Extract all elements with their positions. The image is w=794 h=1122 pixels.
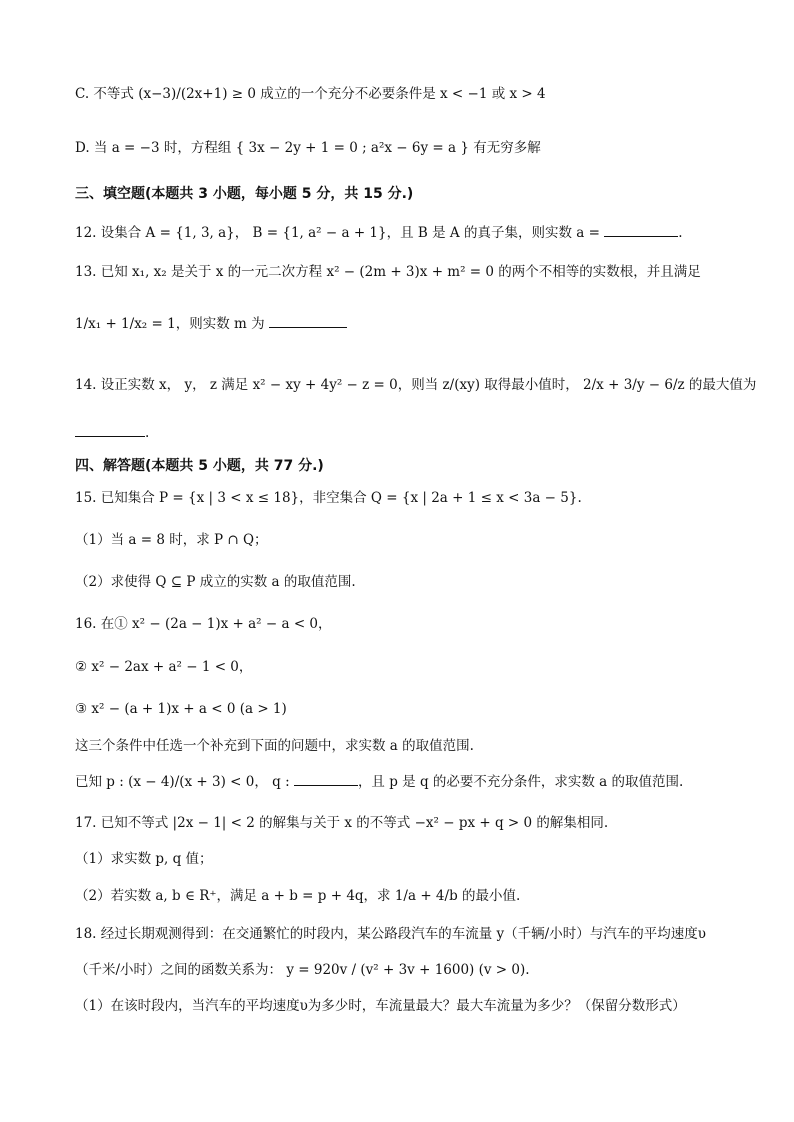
question-17-stem: 17. 已知不等式 |2x − 1| < 2 的解集与关于 x 的不等式 −x² − px + q > 0 的解集相同. xyxy=(75,815,609,831)
question-16-text-a: 已知 p : (x − 4)/(x + 3) < 0， q : xyxy=(75,774,290,790)
answer-blank-16 xyxy=(294,771,358,786)
question-18-part1: （1）在该时段内，当汽车的平均速度υ为多少时，车流量最大？最大车流量为多少？（保留分数形式） xyxy=(75,998,686,1014)
section-4-title: 四、解答题(本题共 5 小题，共 77 分.) xyxy=(75,458,324,474)
question-14-end: . xyxy=(145,425,150,441)
option-c: C. 不等式 (x−3)/(2x+1) ≥ 0 成立的一个充分不必要条件是 x < −1 或 x > 4 xyxy=(75,86,546,102)
question-13-line1: 13. 已知 x₁, x₂ 是关于 x 的一元二次方程 x² − (2m + 3)x + m² = 0 的两个不相等的实数根，并且满足 xyxy=(75,264,701,280)
question-18-line1: 18. 经过长期观测得到：在交通繁忙的时段内，某公路段汽车的车流量 y（千辆/小时）与汽车的平均速度υ xyxy=(75,926,706,942)
answer-blank-14 xyxy=(75,422,145,437)
question-16-text-b: ，且 p 是 q 的必要不充分条件，求实数 a 的取值范围. xyxy=(357,774,684,790)
question-16-question xyxy=(75,771,683,792)
option-d: D. 当 a = −3 时，方程组 { 3x − 2y + 1 = 0 ; a²x − 6y = a } 有无穷多解 xyxy=(75,140,541,156)
question-12 xyxy=(75,222,682,243)
answer-blank-12 xyxy=(604,222,678,237)
question-18-line2: （千米/小时）之间的函数关系为： y = 920v / (v² + 3v + 1600) (v > 0). xyxy=(75,962,530,978)
question-13-text: 1/x₁ + 1/x₂ = 1，则实数 m 为 xyxy=(75,316,265,332)
question-15-stem: 15. 已知集合 P = {x | 3 < x ≤ 18}，非空集合 Q = {x | 2a + 1 ≤ x < 3a − 5}. xyxy=(75,490,582,506)
question-16-condition1: 16. 在① x² − (2a − 1)x + a² − a < 0， xyxy=(75,616,332,632)
question-15-part2: （2）求使得 Q ⊆ P 成立的实数 a 的取值范围. xyxy=(75,574,356,590)
answer-blank-13 xyxy=(269,313,347,328)
question-17-part1: （1）求实数 p, q 值； xyxy=(75,851,213,867)
question-13-line2 xyxy=(75,313,347,334)
question-15-part1: （1）当 a = 8 时，求 P ∩ Q； xyxy=(75,532,268,548)
question-12-end: . xyxy=(678,225,683,241)
question-14-line1: 14. 设正实数 x， y， z 满足 x² − xy + 4y² − z = 0，则当 z/(xy) 取得最小值时， 2/x + 3/y − 6/z 的最大值为 xyxy=(75,377,757,393)
question-16-instruction: 这三个条件中任选一个补充到下面的问题中，求实数 a 的取值范围. xyxy=(75,738,474,754)
question-16-condition3: ③ x² − (a + 1)x + a < 0 (a > 1) xyxy=(75,701,287,717)
section-3-title: 三、填空题(本题共 3 小题，每小题 5 分，共 15 分.) xyxy=(75,186,414,202)
question-16-condition2: ② x² − 2ax + a² − 1 < 0， xyxy=(75,659,253,675)
question-12-text: 12. 设集合 A = {1, 3, a}， B = {1, a² − a + 1}，且 B 是 A 的真子集，则实数 a = xyxy=(75,225,600,241)
question-14-line2 xyxy=(75,422,149,443)
question-17-part2: （2）若实数 a, b ∈ R⁺，满足 a + b = p + 4q，求 1/a + 4/b 的最小值. xyxy=(75,888,521,904)
